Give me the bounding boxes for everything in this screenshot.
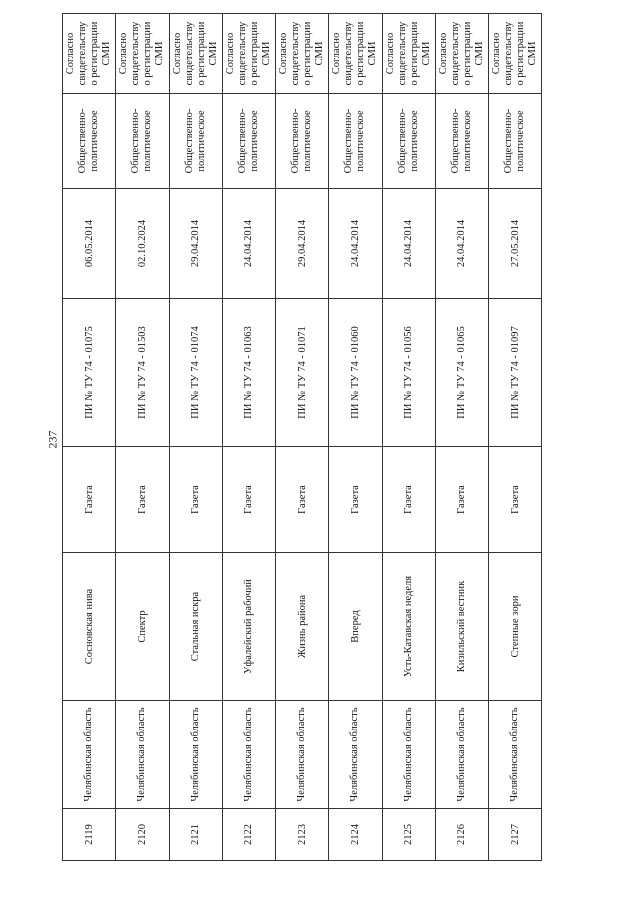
row-number: 2122	[222, 809, 275, 861]
region-cell: Челябинская область	[435, 701, 488, 809]
media-type-cell: Газета	[489, 447, 542, 553]
row-number: 2120	[116, 809, 169, 861]
table-row	[63, 14, 116, 861]
row-number: 2121	[169, 809, 222, 861]
subject-cell: Общественно-политическое	[63, 94, 116, 189]
subject-cell: Общественно-политическое	[382, 94, 435, 189]
page-number: 237	[45, 430, 60, 449]
registration-number-cell: ПИ № ТУ 74 - 01063	[222, 299, 275, 447]
basis-cell: Согласно свидетельству о регистрации СМИ	[489, 14, 542, 94]
media-name-cell: Жизнь района	[276, 553, 329, 701]
region-cell: Челябинская область	[169, 701, 222, 809]
registration-date-cell: 02.10.2024	[116, 189, 169, 299]
registration-date-cell: 06.05.2014	[63, 189, 116, 299]
media-name-cell: Степные зори	[489, 553, 542, 701]
subject-cell: Общественно-политическое	[329, 94, 382, 189]
basis-cell: Согласно свидетельству о регистрации СМИ	[116, 14, 169, 94]
row-number: 2126	[435, 809, 488, 861]
registration-number-cell: ПИ № ТУ 74 - 01503	[116, 299, 169, 447]
subject-cell: Общественно-политическое	[276, 94, 329, 189]
subject-cell: Общественно-политическое	[435, 94, 488, 189]
registration-number-cell: ПИ № ТУ 74 - 01060	[329, 299, 382, 447]
registration-date-cell: 29.04.2014	[276, 189, 329, 299]
media-type-cell: Газета	[63, 447, 116, 553]
region-cell: Челябинская область	[382, 701, 435, 809]
table-row	[329, 14, 382, 861]
subject-cell: Общественно-политическое	[169, 94, 222, 189]
registry-body	[63, 14, 542, 861]
media-name-cell: Сосновская нива	[63, 553, 116, 701]
registration-number-cell: ПИ № ТУ 74 - 01074	[169, 299, 222, 447]
media-registry-table	[62, 13, 542, 861]
media-name-cell: Вперед	[329, 553, 382, 701]
table-row	[382, 14, 435, 861]
registration-number-cell: ПИ № ТУ 74 - 01097	[489, 299, 542, 447]
registration-date-cell: 24.04.2014	[435, 189, 488, 299]
media-type-cell: Газета	[435, 447, 488, 553]
row-number: 2124	[329, 809, 382, 861]
media-name-cell: Кизильский вестник	[435, 553, 488, 701]
region-cell: Челябинская область	[489, 701, 542, 809]
registration-date-cell: 29.04.2014	[169, 189, 222, 299]
region-cell: Челябинская область	[63, 701, 116, 809]
registration-number-cell: ПИ № ТУ 74 - 01056	[382, 299, 435, 447]
media-name-cell: Усть-Катавская неделя	[382, 553, 435, 701]
registration-number-cell: ПИ № ТУ 74 - 01075	[63, 299, 116, 447]
media-type-cell: Газета	[276, 447, 329, 553]
row-number: 2119	[63, 809, 116, 861]
table-row	[116, 14, 169, 861]
table-row	[276, 14, 329, 861]
basis-cell: Согласно свидетельству о регистрации СМИ	[169, 14, 222, 94]
registration-number-cell: ПИ № ТУ 74 - 01071	[276, 299, 329, 447]
media-name-cell: Уфалейский рабочий	[222, 553, 275, 701]
registration-date-cell: 24.04.2014	[222, 189, 275, 299]
basis-cell: Согласно свидетельству о регистрации СМИ	[435, 14, 488, 94]
media-type-cell: Газета	[382, 447, 435, 553]
media-name-cell: Стальная искра	[169, 553, 222, 701]
region-cell: Челябинская область	[222, 701, 275, 809]
basis-cell: Согласно свидетельству о регистрации СМИ	[63, 14, 116, 94]
row-number: 2123	[276, 809, 329, 861]
basis-cell: Согласно свидетельству о регистрации СМИ	[382, 14, 435, 94]
basis-cell: Согласно свидетельству о регистрации СМИ	[329, 14, 382, 94]
row-number: 2125	[382, 809, 435, 861]
subject-cell: Общественно-политическое	[222, 94, 275, 189]
media-type-cell: Газета	[116, 447, 169, 553]
region-cell: Челябинская область	[329, 701, 382, 809]
basis-cell: Согласно свидетельству о регистрации СМИ	[276, 14, 329, 94]
media-name-cell: Спектр	[116, 553, 169, 701]
subject-cell: Общественно-политическое	[489, 94, 542, 189]
table-row	[169, 14, 222, 861]
table-row	[435, 14, 488, 861]
registration-date-cell: 24.04.2014	[329, 189, 382, 299]
subject-cell: Общественно-политическое	[116, 94, 169, 189]
row-number: 2127	[489, 809, 542, 861]
region-cell: Челябинская область	[116, 701, 169, 809]
registration-date-cell: 27.05.2014	[489, 189, 542, 299]
media-type-cell: Газета	[329, 447, 382, 553]
media-type-cell: Газета	[169, 447, 222, 553]
registration-number-cell: ПИ № ТУ 74 - 01065	[435, 299, 488, 447]
table-row	[222, 14, 275, 861]
table-row	[489, 14, 542, 861]
media-type-cell: Газета	[222, 447, 275, 553]
basis-cell: Согласно свидетельству о регистрации СМИ	[222, 14, 275, 94]
registration-date-cell: 24.04.2014	[382, 189, 435, 299]
region-cell: Челябинская область	[276, 701, 329, 809]
